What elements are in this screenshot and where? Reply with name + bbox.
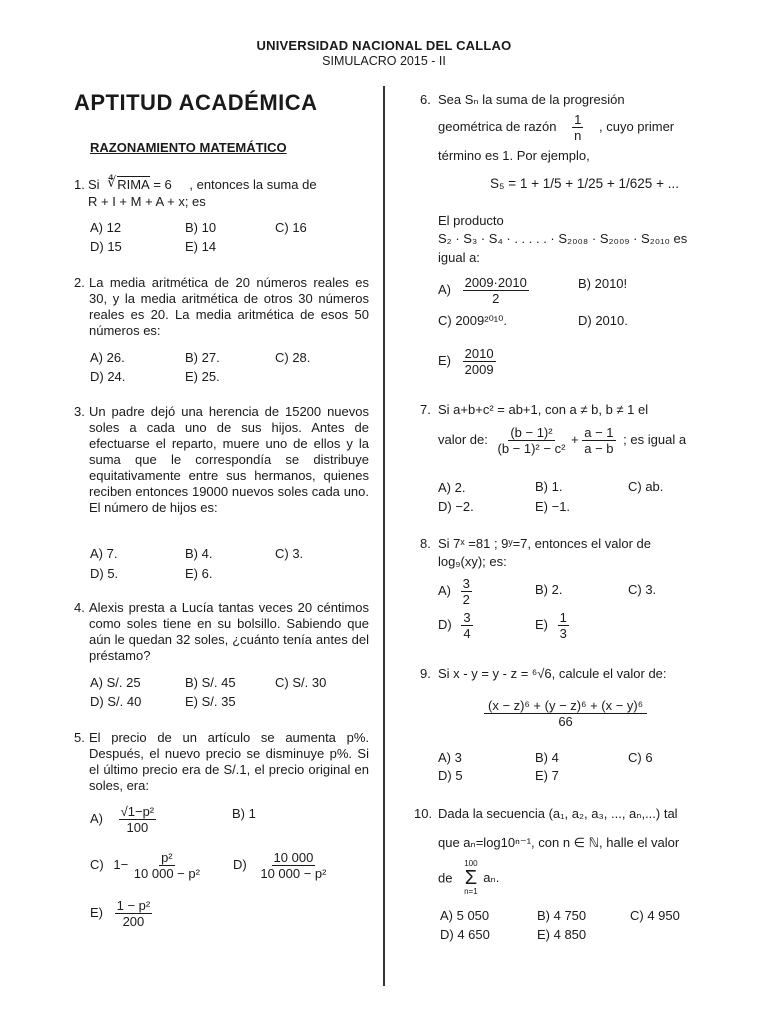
- q9-option-a[interactable]: A) 3: [438, 750, 462, 765]
- q6-line1: Sea Sₙ la suma de la progresión: [438, 92, 625, 107]
- q3-option-b[interactable]: B) 4.: [185, 546, 213, 561]
- q8-e-den: 3: [559, 626, 567, 641]
- q10-option-b[interactable]: B) 4 750: [537, 908, 587, 923]
- q7-frac1-num: (b − 1)²: [510, 425, 553, 440]
- q1-eq: = 6: [153, 177, 172, 192]
- q7-line2: valor de: $\frac{\text{(b − 1)²}}{\text{(b − 1)² − c²}}$ + $\frac{a - 1}{a - b}$ ; es igual a: [438, 425, 687, 456]
- q6-example: S₅ = 1 + 1/5 + 1/25 + 1/625 + ...: [490, 176, 679, 191]
- q10-sum-bottom: n=1: [464, 887, 478, 896]
- q6-ratio-num: 1: [574, 112, 582, 127]
- q7-frac2-den: a − b: [584, 441, 614, 456]
- q7-number: 7.: [420, 402, 431, 417]
- q8-d-den: 4: [463, 626, 471, 641]
- q6-option-d[interactable]: D) 2010.: [578, 313, 628, 328]
- q2-text: La media aritmética de 20 números reales es 30, y la media aritmética de otros 30 números reales es 20. La media aritmética de esos 50 números es:: [89, 275, 369, 338]
- q3-option-d[interactable]: D) 5.: [90, 566, 119, 581]
- q5-a-den: 100: [126, 820, 149, 835]
- q9-option-c[interactable]: C) 6: [628, 750, 653, 765]
- q9-expression: [484, 698, 647, 729]
- q8-d-num: 3: [463, 610, 471, 625]
- q7-line1: Si a+b+c² = ab+1, con a ≠ b, b ≠ 1 el: [438, 402, 649, 417]
- q8-line2: log₉(xy); es:: [438, 554, 507, 569]
- q5-d-num: 10 000: [273, 850, 314, 865]
- q6-option-e[interactable]: [438, 346, 496, 377]
- q10-option-e[interactable]: E) 4 850: [537, 927, 587, 942]
- q4-option-a[interactable]: A) S/. 25: [90, 675, 141, 690]
- q10-l3a: de: [438, 870, 453, 886]
- section-title: APTITUD ACADÉMICA: [74, 90, 318, 115]
- university-name: UNIVERSIDAD NACIONAL DEL CALLAO: [256, 38, 512, 53]
- q1-number: 1.: [74, 177, 85, 192]
- q6-l2b: , cuyo primer: [599, 118, 675, 134]
- q5-c-den: 10 000 − p²: [133, 866, 200, 881]
- q10-line2: que aₙ=log10ⁿ⁻¹, con n ∈ ℕ, halle el valor: [438, 835, 680, 850]
- q4-text: Alexis presta a Lucía tantas veces 20 céntimos como soles tiene en su bolsillo. Sabiendo que aún le quedan 32 soles, ¿cuánto tenía antes del préstamo?: [89, 600, 369, 663]
- q3-text: Un padre dejó una herencia de 15200 nuevos soles a cada uno de sus hijos. Antes de efectuarse el reparto, muere uno de ellos y la suma que le correspondía se distribuye equitativamente entre sus hermanos, quienes reciben entonces 19000 nuevos soles cada uno. El número de hijos es:: [89, 404, 369, 515]
- q5-option-d[interactable]: [233, 850, 328, 881]
- q10-l3b: aₙ.: [483, 870, 500, 885]
- q8-e-num: 1: [559, 610, 567, 625]
- q3-option-c[interactable]: C) 3.: [275, 546, 304, 561]
- q6-a-label: A): [438, 281, 451, 297]
- q9-option-b[interactable]: B) 4: [535, 750, 559, 765]
- q7-option-b[interactable]: B) 1.: [535, 479, 563, 494]
- q1-option-e[interactable]: E) 14: [185, 239, 217, 254]
- q8-option-b[interactable]: B) 2.: [535, 582, 563, 597]
- q7-l2a: valor de:: [438, 431, 488, 447]
- q10-sum-sign: Σ: [464, 867, 478, 889]
- q5-option-a[interactable]: [90, 804, 156, 835]
- q8-e-label: E): [535, 616, 548, 632]
- subsection-title: RAZONAMIENTO MATEMÁTICO: [90, 140, 287, 155]
- q2-option-b[interactable]: B) 27.: [185, 350, 220, 365]
- q7-option-a[interactable]: A) 2.: [438, 480, 466, 495]
- q6-a-den: 2: [492, 291, 500, 306]
- q2-option-d[interactable]: D) 24.: [90, 369, 126, 384]
- q8-a-num: 3: [462, 576, 470, 591]
- q3-option-e[interactable]: E) 6.: [185, 566, 213, 581]
- q9-option-e[interactable]: E) 7: [535, 768, 559, 783]
- q6-line6: igual a:: [438, 250, 480, 265]
- q1-text1: , entonces la suma de: [189, 177, 317, 192]
- column-divider: [383, 86, 385, 986]
- q4-option-c[interactable]: C) S/. 30: [275, 675, 327, 690]
- q6-e-den: 2009: [464, 362, 494, 377]
- q3-option-a[interactable]: A) 7.: [90, 546, 118, 561]
- q5-e-num: 1 − p²: [116, 898, 151, 913]
- q6-l2a: geométrica de razón: [438, 118, 557, 134]
- q6-line3: término es 1. Por ejemplo,: [438, 148, 590, 163]
- q8-a-label: A): [438, 582, 451, 598]
- q8-option-e[interactable]: [535, 610, 569, 641]
- q5-number: 5.: [74, 730, 85, 745]
- q5-option-b[interactable]: B) 1: [232, 806, 256, 821]
- q6-option-a[interactable]: [438, 275, 529, 306]
- q9-line1: Si x - y = y - z = ⁶√6, calcule el valor de:: [438, 666, 667, 681]
- q10-line1: Dada la secuencia (a₁, a₂, a₃, ..., aₙ,...) tal: [438, 806, 678, 821]
- q2-option-c[interactable]: C) 28.: [275, 350, 311, 365]
- q2-option-e[interactable]: E) 25.: [185, 369, 220, 384]
- q7-option-c[interactable]: C) ab.: [628, 479, 664, 494]
- q9-number: 9.: [420, 666, 431, 681]
- q5-a-num: √1−p²: [120, 804, 155, 819]
- q8-line1: Si 7ˣ =81 ; 9ʸ=7, entonces el valor de: [438, 536, 651, 551]
- q10-sum-top: 100: [464, 859, 478, 868]
- q5-c-label: C): [90, 856, 104, 872]
- q4-option-b[interactable]: B) S/. 45: [185, 675, 236, 690]
- q1-option-a[interactable]: A) 12: [90, 220, 122, 235]
- q5-option-e[interactable]: [90, 898, 152, 929]
- q1-line1: Si ∜ RIMA = 6 , entonces la suma de: [88, 174, 317, 192]
- q6-e-label: E): [438, 352, 451, 368]
- q5-a-label: A): [90, 810, 103, 826]
- q6-number: 6.: [420, 92, 431, 107]
- q1-pre: Si: [88, 177, 100, 192]
- q6-option-b[interactable]: B) 2010!: [578, 276, 628, 291]
- q9-option-d[interactable]: D) 5: [438, 768, 463, 783]
- q10-option-d[interactable]: D) 4 650: [440, 927, 490, 942]
- q7-option-e[interactable]: E) −1.: [535, 499, 571, 514]
- q4-number: 4.: [74, 600, 85, 615]
- q4-option-d[interactable]: D) S/. 40: [90, 694, 142, 709]
- q1-option-d[interactable]: D) 15: [90, 239, 122, 254]
- q6-line4: El producto: [438, 213, 504, 228]
- q3-number: 3.: [74, 404, 85, 419]
- q5-d-label: D): [233, 856, 247, 872]
- q8-a-den: 2: [462, 592, 470, 607]
- q5-c-num: p²: [161, 850, 173, 865]
- q10-option-c[interactable]: C) 4 950: [630, 908, 680, 923]
- q8-option-d[interactable]: [438, 610, 473, 641]
- q5-e-label: E): [90, 904, 103, 920]
- q6-option-c[interactable]: C) 2009²⁰¹⁰.: [438, 313, 507, 328]
- q10-option-a[interactable]: A) 5 050: [440, 908, 490, 923]
- q8-option-a[interactable]: [438, 576, 472, 607]
- q6-line5: S₂ · S₃ · S₄ · . . . . . · S₂₀₀₈ · S₂₀₀₉ · S₂₀₁₀ es: [438, 231, 688, 246]
- q1-option-b[interactable]: B) 10: [185, 220, 217, 235]
- q10-line3: [438, 860, 499, 896]
- q1-radicand: RIMA: [117, 177, 150, 192]
- q9-expr-den: 66: [558, 714, 573, 729]
- q2-number: 2.: [74, 275, 85, 290]
- q1-line2: R + I + M + A + x; es: [88, 194, 206, 209]
- q4-option-e[interactable]: E) S/. 35: [185, 694, 236, 709]
- q5-option-c[interactable]: [90, 850, 202, 881]
- q9-expr-num: (x − z)⁶ + (y − z)⁶ + (x − y)⁶: [484, 698, 647, 714]
- q6-e-num: 2010: [464, 346, 494, 361]
- q7-option-d[interactable]: D) −2.: [438, 499, 474, 514]
- q2-option-a[interactable]: A) 26.: [90, 350, 125, 365]
- q8-option-c[interactable]: C) 3.: [628, 582, 657, 597]
- q7-l2b: ; es igual a: [623, 431, 687, 447]
- q7-frac1-den: (b − 1)² − c²: [497, 441, 566, 456]
- q5-text: El precio de un artículo se aumenta p%. Después, el nuevo precio se disminuye p%. Si el último precio era de S/.1, el precio original en soles, era:: [89, 730, 369, 793]
- q1-option-c[interactable]: C) 16: [275, 220, 307, 235]
- q5-d-den: 10 000 − p²: [260, 866, 327, 881]
- q6-a-num: 2009·2010: [464, 275, 527, 290]
- q8-number: 8.: [420, 536, 431, 551]
- q5-e-den: 200: [122, 914, 145, 929]
- q6-line2: [438, 112, 674, 143]
- q10-number: 10.: [414, 806, 433, 821]
- q7-frac2-num: a − 1: [584, 425, 614, 440]
- exam-name: SIMULACRO 2015 - II: [322, 54, 446, 68]
- q6-ratio-den: n: [574, 128, 582, 143]
- q5-c-pre: 1−: [113, 856, 129, 872]
- q8-d-label: D): [438, 616, 452, 632]
